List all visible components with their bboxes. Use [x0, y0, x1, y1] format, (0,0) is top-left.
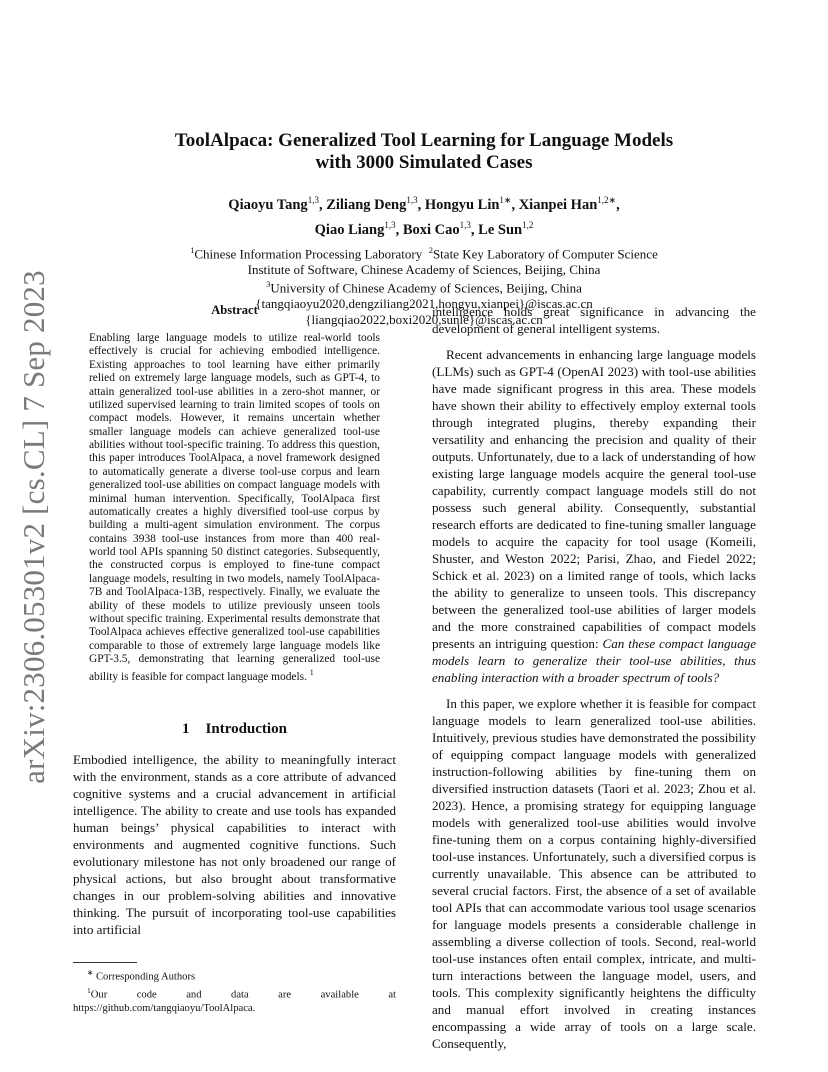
email-line-2: {liangqiao2022,boxi2020,sunle}@iscas.ac.cn	[305, 311, 543, 327]
section-number: 1	[182, 720, 190, 737]
paragraph-text: Recent advancements in enhancing large language models (LLMs) such as GPT-4 (OpenAI 2023) with tool-use abilities have made significant progress in this area. These models have shown their ability to effectively employ external tools through integrated plugins, thereby expanding their versatility and enhancing the precision and quality of their outputs. Unfortunately, due to a lack of understanding of how existing large language models acquire the general tool-use capability, currently compact language models still do not possess such general ability. Consequently, substantial research efforts are dedicated to fine-tuning smaller language models to acquire the capacity for tool usage (Komeili, Shuster, and Weston 2022; Parisi, Zhao, and Fiedel 2022; Schick et al. 2023) on a limited range of tools, which lacks the ability to generalize to unseen tools. This discrepancy between the generalized tool-use abilities of larger models and the more constrained capabilities of compact models presents an intriguing question:	[432, 347, 756, 651]
author-name: Hongyu Lin	[424, 196, 500, 213]
footnote-mark: 1	[309, 668, 314, 678]
abstract-body	[89, 332, 380, 685]
affil-mark: 2	[428, 244, 433, 255]
section-title: Introduction	[205, 720, 287, 737]
affiliation-3: University of Chinese Academy of Sciences, Beijing, China	[270, 280, 582, 296]
author-name: Boxi Cao	[402, 221, 460, 238]
affil-mark: 1	[190, 244, 195, 255]
author-affil-mark: 1,2	[522, 219, 534, 230]
section-heading-introduction	[73, 721, 396, 738]
author-name: Qiao Liang	[314, 221, 385, 238]
author-name: Qiaoyu Tang	[228, 196, 308, 213]
arxiv-identifier: arXiv:2306.05301v2 [cs.CL] 7 Sep 2023	[16, 270, 51, 784]
footnote-mark: 1	[87, 985, 91, 995]
author-affil-mark: 1,3	[384, 219, 396, 230]
affiliation-line-3	[90, 277, 758, 296]
author-affil-mark: 1,3	[307, 195, 319, 205]
author-list	[90, 190, 758, 240]
footnote-2	[73, 984, 396, 1016]
left-column	[73, 303, 396, 1015]
footnote-text: Our code and data are available at https://github.com/tangqiaoyu/ToolAlpaca.	[73, 989, 396, 1014]
intro-paragraph-3: In this paper, we explore whether it is feasible for compact language models to learn generalized tool-use abilities. Intuitively, previous studies have demonstrated the possibility of equipping compact language models with generalized instruction-following abilities by fine-tuning them on diversified instruction datasets (Taori et al. 2023; Zhou et al. 2023). Hence, a promising strategy for equipping language models with generalized tool-use abilities would involve fine-tuning them on a corpus containing highly-diversified tool-use instances. Unfortunately, such a diversified corpus is currently unavailable. This absence can be attributed to several crucial factors. First, the absence of a set of available tool APIs that can accommodate various tool usage scenarios for language models presents a considerable challenge in assembling a diverse collection of tools. Second, real-world tool-use instances often entail complex, intricate, and multi-turn interactions between the language model, users, and tools. This complexity significantly heightens the difficulty and manual effort involved in creating instances encompassing a wide array of tools on a large scale. Consequently,	[432, 696, 756, 1051]
author-affil-mark: 1,3	[459, 219, 471, 230]
arxiv-side-stamp	[14, 270, 54, 784]
affiliation-1: Chinese Information Processing Laboratory	[194, 245, 423, 261]
author-name: Ziliang Deng	[326, 196, 407, 213]
author-line-2: Qiao Liang$^{1,3}$, Boxi Cao$^{1,3}$, Le Sun$^{1,2}$	[314, 219, 534, 238]
email-line-1: {tangqiaoyu2020,dengziliang2021,hongyu,xianpei}@iscas.ac.cn	[255, 296, 593, 312]
footnote-1	[73, 966, 396, 984]
intro-paragraph-1: Embodied intelligence, the ability to meaningfully interact with the environment, stands as a core attribute of advanced cognitive systems and a crucial advancement in artificial intelligence. The ability to create and use tools has expanded human beings’ physical capabilities to interact with environments and augmented cognitive functions. Such evolutionary milestone has not only broadened our range of physical actions, but also brought about transformative changes in our problem-solving abilities and innovative thinking. The pursuit of incorporating tool-use capabilities into artificial	[73, 751, 396, 937]
footnote-mark: ∗	[87, 967, 94, 977]
right-column	[432, 303, 756, 1052]
author-name: Xianpei Han	[518, 196, 598, 213]
author-affil-mark: 1,2∗	[597, 195, 617, 205]
intro-paragraph-1-continued: intelligence holds great significance in advancing the development of general intelligent systems.	[432, 304, 756, 336]
affil-mark: 3	[266, 279, 271, 290]
author-affil-mark: 1∗	[499, 195, 512, 205]
author-name: Le Sun	[478, 221, 523, 238]
author-line-1: Qiaoyu Tang$^{1,3}$, Ziliang Deng$^{1,3}$, Hongyu Lin$^{1∗}$, Xianpei Han$^{1,2∗}$,	[228, 195, 620, 213]
intro-paragraph-2	[432, 346, 756, 686]
paper-header	[90, 130, 758, 327]
affiliation-2: State Key Laboratory of Computer Science	[432, 245, 658, 261]
title-line-1: ToolAlpaca: Generalized Tool Learning for Language Models	[174, 130, 674, 151]
author-affil-mark: 1,3	[406, 195, 418, 205]
affiliation-line-2: Institute of Software, Chinese Academy of Sciences, Beijing, China	[247, 261, 601, 277]
abstract-heading: Abstract	[211, 303, 258, 317]
footnote-divider	[73, 962, 137, 963]
research-question: Can these compact language models learn to generalize their tool-use abilities, thus enabling interaction with a broader spectrum of tools?	[432, 636, 757, 685]
affiliation-line-1	[90, 243, 758, 262]
paper-title	[90, 130, 758, 174]
title-line-2: with 3000 Simulated Cases	[315, 152, 533, 173]
footnote-text: Corresponding Authors	[95, 971, 196, 983]
abstract-text: Enabling large language models to utilize real-world tools effectively is crucial for achieving embodied intelligence. Existing approaches to tool learning have either primarily relied on extremely large language models, such as GPT-4, to attain generalized tool-use abilities in a zero-shot manner, or utilized supervised learning to train limited scopes of tools on compact models. However, it remains uncertain whether smaller language models can achieve generalized tool-use abilities without tool-specific training. To address this question, this paper introduces ToolAlpaca, a novel framework designed to automatically generate a diverse tool-use corpus and learn generalized tool-use abilities on compact language models with minimal human intervention. Specifically, ToolAlpaca first automatically creates a highly diversified tool-use corpus by building a multi-agent simulation environment. The corpus contains 3938 tool-use instances from more than 400 real-world tool APIs spanning 50 distinct categories. Subsequently, the constructed corpus is employed to fine-tune compact language models, resulting in two models, namely ToolAlpaca-7B and ToolAlpaca-13B, respectively. Finally, we evaluate the ability of these models to utilize previously unseen tools without specific training. Experimental results demonstrate that ToolAlpaca achieves effective generalized tool-use capabilities comparable to those of extremely large language models like GPT-3.5, demonstrating that learning generalized tool-use ability is feasible for compact language models.	[89, 332, 380, 684]
